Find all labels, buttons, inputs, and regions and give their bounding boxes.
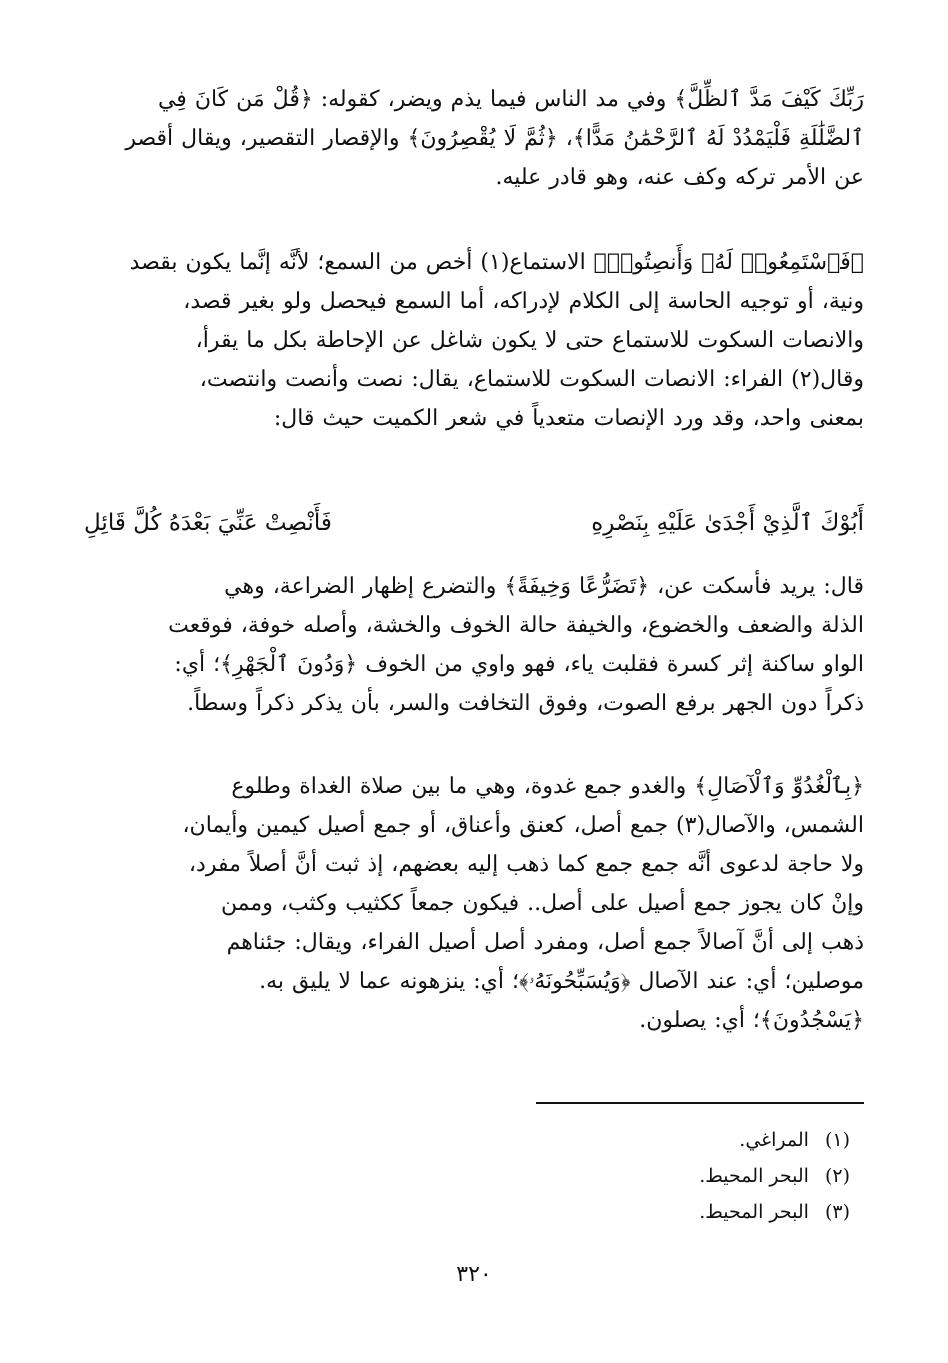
- footnote-number: (٣): [824, 1201, 850, 1223]
- paragraph-4: [84, 767, 864, 1040]
- text-line: وإنْ كان يجوز جمع أصيل على أصل.. فيكون جمعاً ككثيب وكثب، وممن: [220, 891, 864, 916]
- text-line: ﴿يَسْجُدُونَ﴾؛ أي: يصلون.: [639, 1008, 864, 1033]
- text-line: والانصات السكوت للاستماع حتى لا يكون شاغل عن الإحاطة بكل ما يقرأ،: [195, 328, 864, 353]
- text-line: رَبِّكَ كَيْفَ مَدَّ ٱلظِّلَّ﴾ وفي مد الناس فيما يذم ويضر، كقوله: ﴿قُلْ مَن كَانَ فِي: [157, 87, 864, 112]
- text-line: وقال(٢) الفراء: الانصات السكوت للاستماع، يقال: نصت وأنصت وانتصت،: [199, 367, 864, 392]
- verse-second-hemistich: فَأَنْصِتْ عَنِّيَ بَعْدَهُ كُلَّ قَائِلِ: [84, 510, 332, 536]
- footnote-number: (٢): [824, 1165, 850, 1187]
- footnote-separator: [536, 1102, 864, 1104]
- text-line: ﴿بِٱلْغُدُوِّ وَٱلْآصَالِ﴾ والغدو جمع غدوة، وهي ما بين صلاة الغداة وطلوع: [231, 774, 864, 799]
- text-line: الواو ساكنة إثر كسرة فقلبت ياء، فهو واوي من الخوف ﴿وَدُونَ ٱلْجَهْرِ﴾؛ أي:: [174, 652, 864, 677]
- paragraph-1: [84, 80, 864, 197]
- paragraph-3: [84, 567, 864, 723]
- paragraph-2: [84, 243, 864, 438]
- text-line: بمعنى واحد، وقد ورد الإنصات متعدياً في شعر الكميت حيث قال:: [273, 406, 864, 431]
- footnote-item: [699, 1194, 850, 1230]
- footnote-text: البحر المحيط.: [699, 1165, 809, 1187]
- footnote-item: [699, 1122, 850, 1158]
- text-line: ذكراً دون الجهر برفع الصوت، وفوق التخافت والسر، بأن يذكر ذكراً وسطاً.: [187, 691, 864, 716]
- footnotes-list: [699, 1122, 850, 1230]
- verse-first-hemistich: أَبُوْكَ ٱلَّذِيْ أَجْدَىٰ عَلَيْهِ بِنَصْرِهِ: [591, 510, 864, 536]
- text-line: موصلين؛ أي: عند الآصال ﴿وَيُسَبِّحُونَهُۥ﴾؛ أي: ينزهونه عما لا يليق به.: [259, 969, 864, 994]
- text-line: الشمس، والآصال(٣) جمع أصل، كعنق وأعناق، أو جمع أصيل كيمين وأيمان،: [182, 813, 864, 838]
- text-line: ونية، أو توجيه الحاسة إلى الكلام لإدراكه، أما السمع فيحصل ولو بغير قصد،: [183, 289, 864, 314]
- text-line: قال: يريد فأسكت عن، ﴿تَضَرُّعًا وَخِيفَةً﴾ والتضرع إظهار الضراعة، وهي: [224, 574, 864, 599]
- page-number: ٣٢٠: [456, 1262, 492, 1287]
- footnote-text: المراغي.: [739, 1129, 809, 1151]
- text-line: ٱلضَّلَٰلَةِ فَلْيَمْدُدْ لَهُ ٱلرَّحْمَٰنُ مَدًّا﴾، ﴿ثُمَّ لَا يُقْصِرُونَ﴾ والإقصار التقصير، ويقال أقصر: [125, 126, 864, 151]
- text-line: ﴿فَٱسْتَمِعُوا۟ لَهُۥ وَأَنصِتُوا۟﴾ الاستماع(١) أخص من السمع؛ لأنَّه إنَّما يكون بقصد: [129, 250, 864, 275]
- text-line: الذلة والضعف والخضوع، والخيفة حالة الخوف والخشة، وأصله خوفة، فوقعت: [168, 613, 864, 638]
- text-line: عن الأمر تركه وكف عنه، وهو قادر عليه.: [495, 165, 864, 190]
- footnote-text: البحر المحيط.: [699, 1201, 809, 1223]
- footnote-number: (١): [824, 1129, 850, 1151]
- text-line: ذهب إلى أنَّ آصالاً جمع أصل، ومفرد أصل أصيل الفراء، ويقال: جئناهم: [226, 930, 864, 955]
- text-line: ولا حاجة لدعوى أنَّه جمع جمع كما ذهب إليه بعضهم، إذ ثبت أنَّ أصلاً مفرد،: [188, 852, 864, 877]
- footnote-item: [699, 1158, 850, 1194]
- poetry-verse: [84, 498, 864, 548]
